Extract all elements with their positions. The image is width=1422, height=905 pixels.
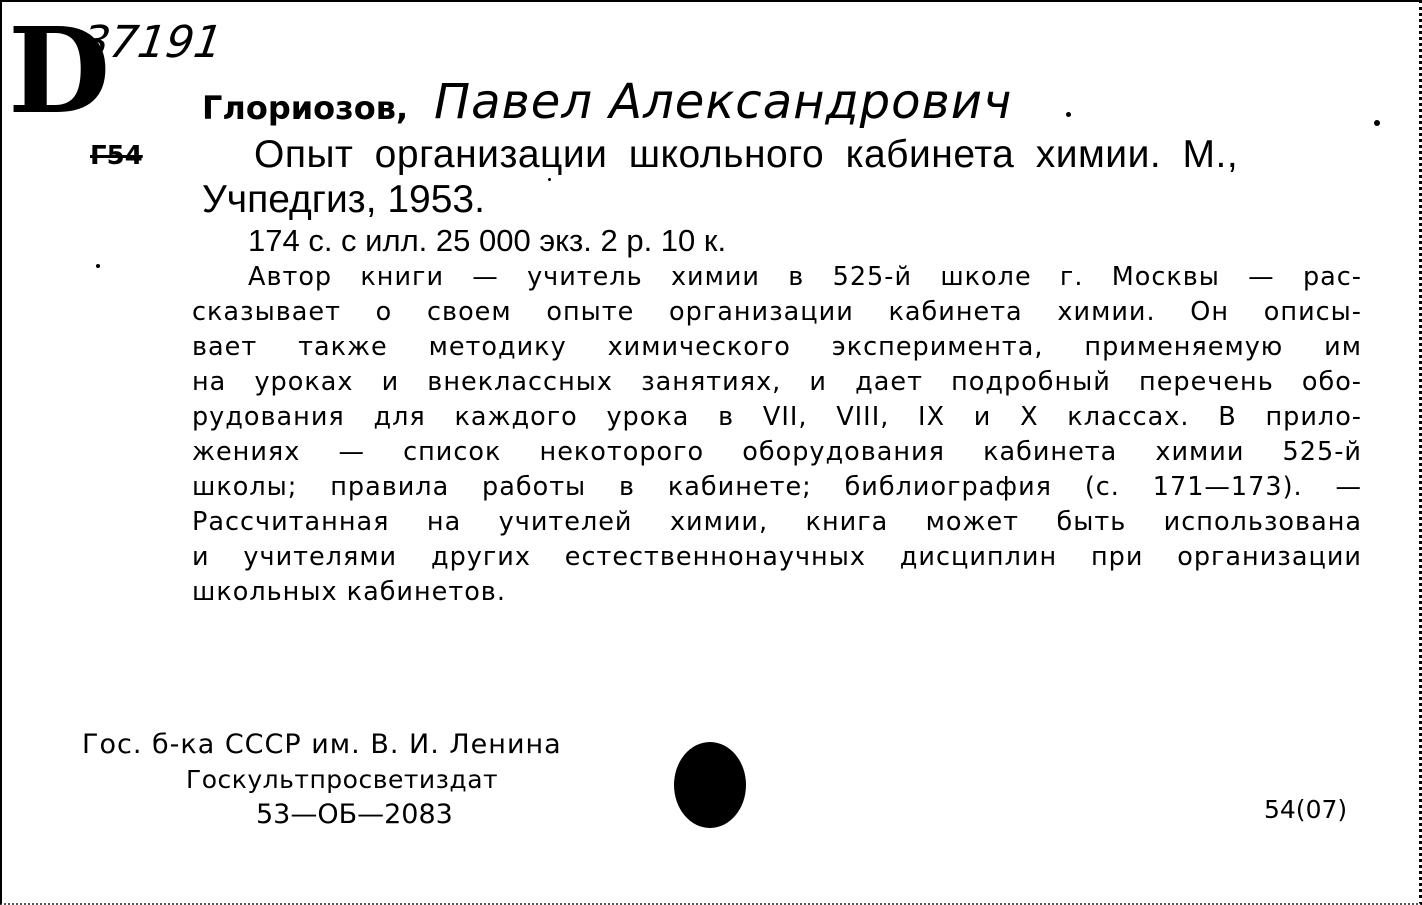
publisher-line: Госкультпросветиздат xyxy=(186,765,499,794)
library-imprint: Гос. б-ка СССР им. В. И. Ленина xyxy=(82,729,562,760)
annotation-line: жениях — список некоторого оборудования кабинета химии 525-й xyxy=(192,437,1362,467)
annotation-line: рудования для каждого урока в VII, VIII, IX и X классах. В прило- xyxy=(192,402,1362,432)
annotation-line: школьных кабинетов. xyxy=(192,577,506,607)
shelf-letter: D xyxy=(8,1,109,140)
order-number: 53—ОБ—2083 xyxy=(256,799,453,830)
annotation-line: на уроках и внеклассных занятиях, и дает подробный перечень обо- xyxy=(192,367,1362,397)
ink-speck xyxy=(1066,112,1071,117)
collation-line: 174 с. с илл. 25 000 экз. 2 р. 10 к. xyxy=(248,223,727,258)
classification-number: 54(07) xyxy=(1264,795,1348,824)
annotation-paragraph xyxy=(192,260,1362,610)
crossed-out-shelf-mark: Г54 xyxy=(90,141,143,171)
ink-speck xyxy=(96,264,100,268)
punch-hole xyxy=(674,742,746,828)
annotation-line: школы; правила работы в кабинете; библиография (с. 171—173). — xyxy=(192,472,1362,502)
handwritten-author-name: Павел Александрович xyxy=(434,74,1013,130)
annotation-line: вает также методику химического эксперимента, применяемую им xyxy=(192,332,1362,362)
ink-speck xyxy=(1374,120,1380,126)
handwritten-shelf-number: 37191 xyxy=(78,17,226,68)
author-surname: Глориозов, xyxy=(202,89,409,127)
annotation-line: Рассчитанная на учителей химии, книга может быть использована xyxy=(192,507,1362,537)
title-line-2: Учпедгиз, 1953. xyxy=(202,178,485,221)
annotation-line: сказывает о своем опыте организации кабинета химии. Он описы- xyxy=(192,297,1362,327)
annotation-line: и учителями других естественнонаучных дисциплин при организации xyxy=(192,542,1362,572)
title-line-1: Опыт организации школьного кабинета химии. М., xyxy=(254,133,1239,176)
ink-speck xyxy=(548,178,551,181)
annotation-line: Автор книги — учитель химии в 525-й школе г. Москвы — рас- xyxy=(248,262,1362,292)
